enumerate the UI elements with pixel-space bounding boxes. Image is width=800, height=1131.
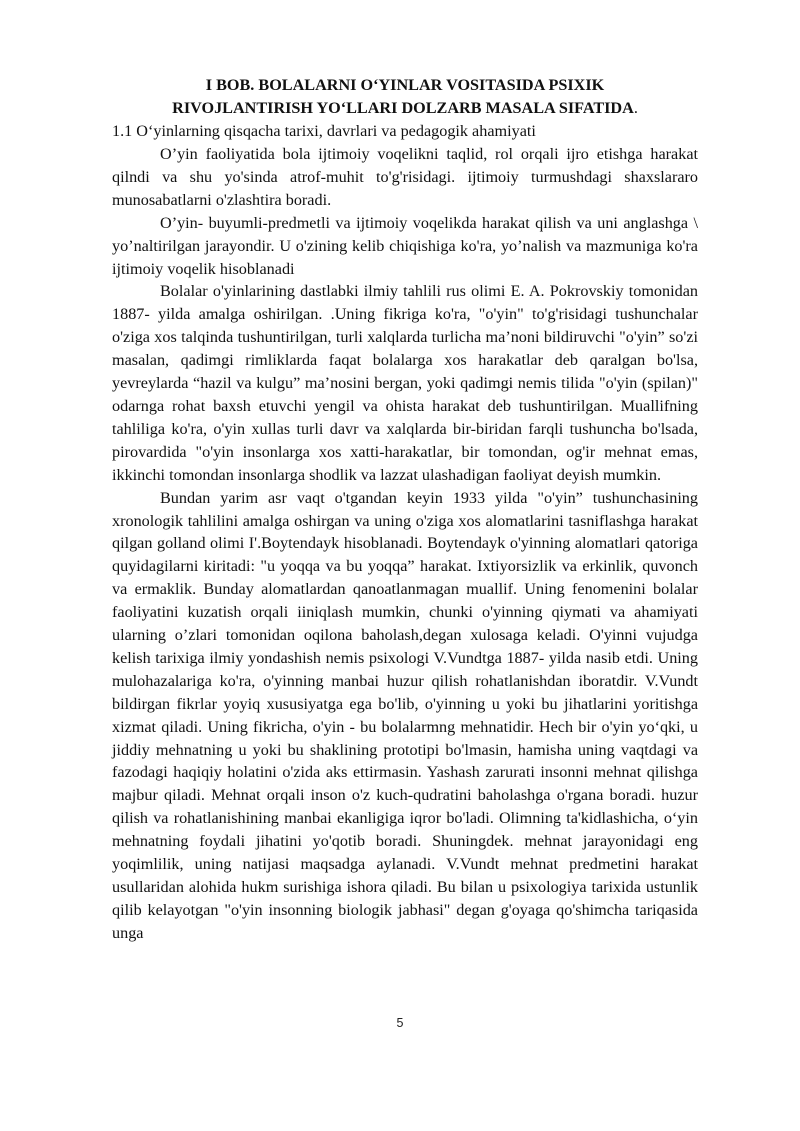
paragraph-2: O’yin- buyumli-predmetli va ijtimoiy voqelikda harakat qilish va uni anglashga \ yo’naltirilgan jarayondir. U o'zining kelib chiqishiga ko'ra, yo’nalish va mazmuniga ko'ra ijtimoiy voqelik hisoblanadi [112,213,698,278]
document-page [112,74,698,945]
paragraph-3: Bolalar o'yinlarining dastlabki ilmiy tahlili rus olimi E. A. Pokrovskiy tomonidan 1887- yilda amalga oshirilgan. .Uning fikriga ko'ra, "o'yin" to'g'risidagi tushunchalar o'ziga xos talqinda tushuntirilgan, turli xalqlarda turlicha ma’noni bildiruvchi "o'yin” so'zi masalan, qadimgi rimliklarda faqat bolalarga xos harakatlar deb qaralgan bo'lsa, yevreylarda “hazil va kulgu” ma’nosini bergan, yoki qadimgi nemis tilida "o'yin (spilan)" odarnga rohat baxsh etuvchi yengil va ohista harakat deb tushuntirilgan. Muallifning tahliliga ko'ra, o'yin xullas turli davr va xalqlarda bir-biridan farqli tushuncha bo'lsada, pirovardida "o'yin insonlarga xos xatti-harakatlar, bir tomondan, og'ir mehnat emas, ikkinchi tomondan insonlarga shodlik va lazzat ulashadigan faoliyat deyish mumkin. [112,282,698,484]
paragraph-4: Bundan yarim asr vaqt o'tgandan keyin 1933 yilda "o'yin” tushunchasining xronologik tahlilini amalga oshirgan va uning o'ziga xos alomatlarini tasniflashga harakat qilgan golland olimi I'.Boytendayk hisoblanadi. Boytendayk o'yinning alomatlari qatoriga quyidagilarni kiritadi: "u yoqqa va bu yoqqa” harakat. Ixtiyorsizlik va erkinlik, quvonch va ermaklik. Bunday alomatlardan qanoatlanmagan muallif. Uning fenomenini bolalar faoliyatini kuzatish orqali iiniqlash mumkin, chunki o'yinning qiymati va ahamiyati ularning o’zlari tomonidan oqilona baholash,degan xulosaga keladi. O'yinni vujudga kelish tarixiga ilmiy yondashish nemis psixologi V.Vundtga 1887- yilda nasib etdi. Uning mulohazalariga ko'ra, o'yinning manbai huzur qilish rohatlanishdan iboratdir. V.Vundt bildirgan fikrlar yoyiq xususiyatga ega bo'lib, o'yinning u yoki bu jihatlarini yoritishga xizmat qiladi. Uning fikricha, o'yin - bu bolalarmng mehnatidir. Hech bir o'yin yo‘qki, u jiddiy mehnatning u yoki bu shaklining prototipi bo'lmasin, hamisha uning vaqtdagi va fazodagi haqiqiy holatini o'zida aks ettirmasin. Yashash zarurati insonni mehnat qilishga majbur qiladi. Mehnat orqali inson o'z kuch-qudratini baholashga o'rgana boradi. huzur qilish va rohatlanishining manbai ekanligiga iqror bo'ladi. Olimning ta'kidlashicha, o‘yin mehnatning foydali jihatini yo'qotib boradi. Shuningdek. mehnat jarayonidagi eng yoqimlilik, uning natijasi maqsadga aylanadi. V.Vundt mehnat predmetini harakat usullaridan alohida hukm surishiga ishora qiladi. Bu bilan u psixologiya tarixida ustunlik qilib kelayotgan "o'yin insonning biologik jabhasi" degan g'oyaga qo'shimcha tariqasida unga [112,488,698,942]
page-number: 5 [396,1016,404,1030]
chapter-title-line-2: RIVOJLANTIRISH YO‘LLARI DOLZARB MASALA SIFATIDA [172,99,634,117]
paragraph-1: O’yin faoliyatida bola ijtimoiy voqelikni taqlid, rol orqali ijro etishga harakat qilndi va shu yo'sinda atrof-muhit to'g'risidagi. ijtimoiy turmushdagi shaxslararo munosabatlarni o'zlashtira boradi. [112,145,698,209]
chapter-title-line-1: I BOB. BOLALARNI O‘YINLAR VOSITASIDA PSIXIK [205,76,605,94]
section-title: 1.1 O‘yinlarning qisqacha tarixi, davrlari va pedagogik ahamiyati [112,122,536,140]
chapter-title-end: . [633,99,638,117]
chapter-title [112,74,698,120]
